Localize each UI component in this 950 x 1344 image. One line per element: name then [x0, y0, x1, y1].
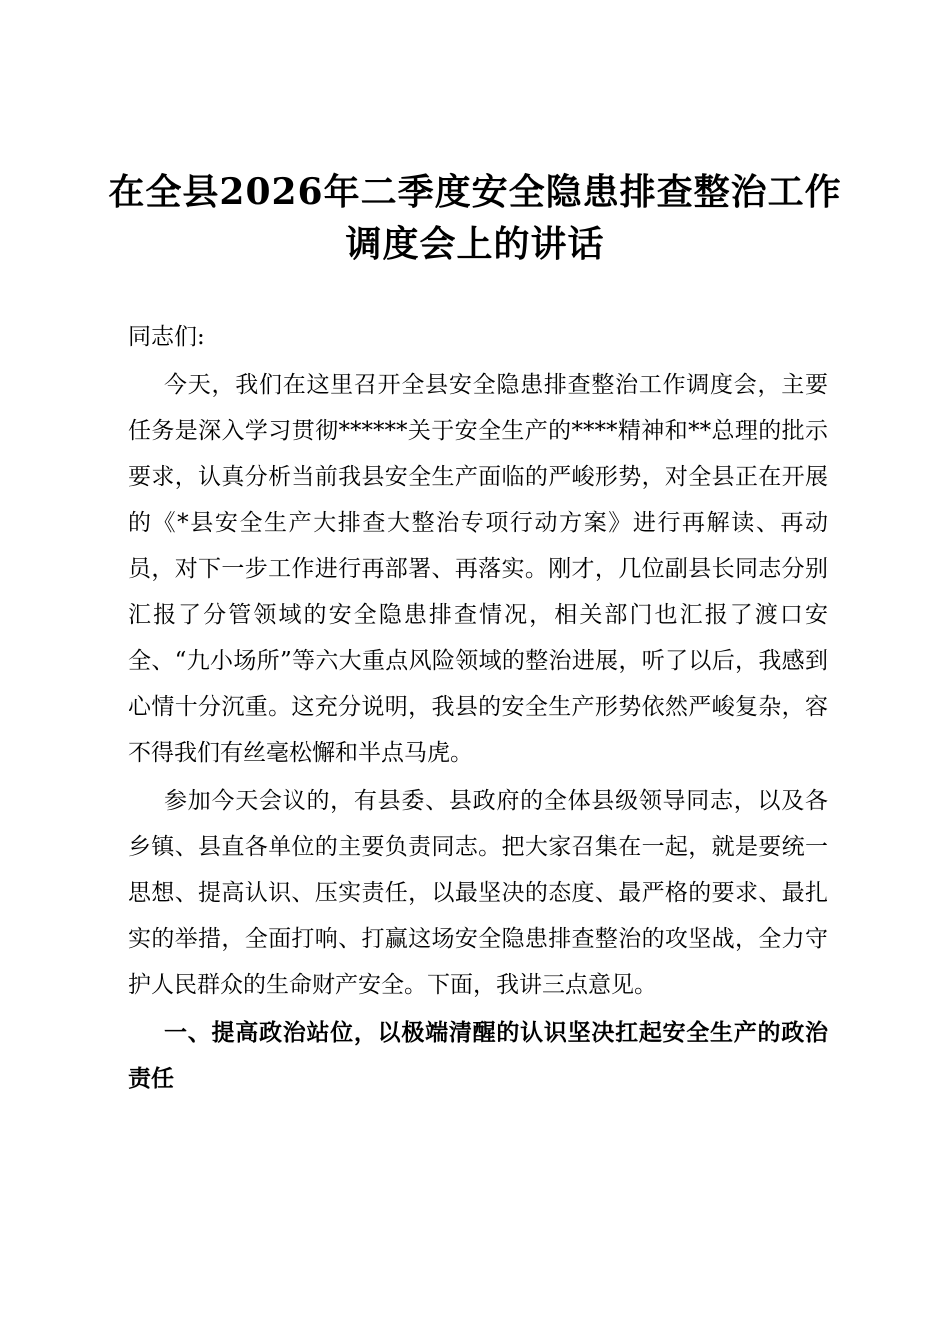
title-line-2: 调度会上的讲话: [345, 223, 605, 265]
paragraph-1: 今天，我们在这里召开全县安全隐患排查整治工作调度会，主要任务是深入学习贯彻******关于安全生产的****精神和**总理的批示要求，认真分析当前我县安全生产面临的严峻形势，对全县正在开展的《*县安全生产大排查大整治专项行动方案》进行再解读、再动员，对下一步工作进行再部署、再落实。刚才，几位副县长同志分别汇报了分管领域的安全隐患排查情况，相关部门也汇报了渡口安全、“九小场所”等六大重点风险领域的整治进展，听了以后，我感到心情十分沉重。这充分说明，我县的安全生产形势依然严峻复杂，容不得我们有丝毫松懈和半点马虎。: [128, 372, 828, 766]
section-heading-1: 一、提高政治站位，以极端清醒的认识坚决扛起安全生产的政治责任: [128, 1019, 828, 1092]
document-title: [80, 166, 870, 270]
title-line-1: 在全县2026年二季度安全隐患排查整治工作: [108, 171, 842, 213]
salutation: 同志们:: [128, 324, 205, 350]
document-body: [128, 314, 828, 1102]
paragraph-2: 参加今天会议的，有县委、县政府的全体县级领导同志，以及各乡镇、县直各单位的主要负责同志。把大家召集在一起，就是要统一思想、提高认识、压实责任，以最坚决的态度、最严格的要求、最扎实的举措，全面打响、打赢这场安全隐患排查整治的攻坚战，全力守护人民群众的生命财产安全。下面，我讲三点意见。: [128, 788, 828, 998]
